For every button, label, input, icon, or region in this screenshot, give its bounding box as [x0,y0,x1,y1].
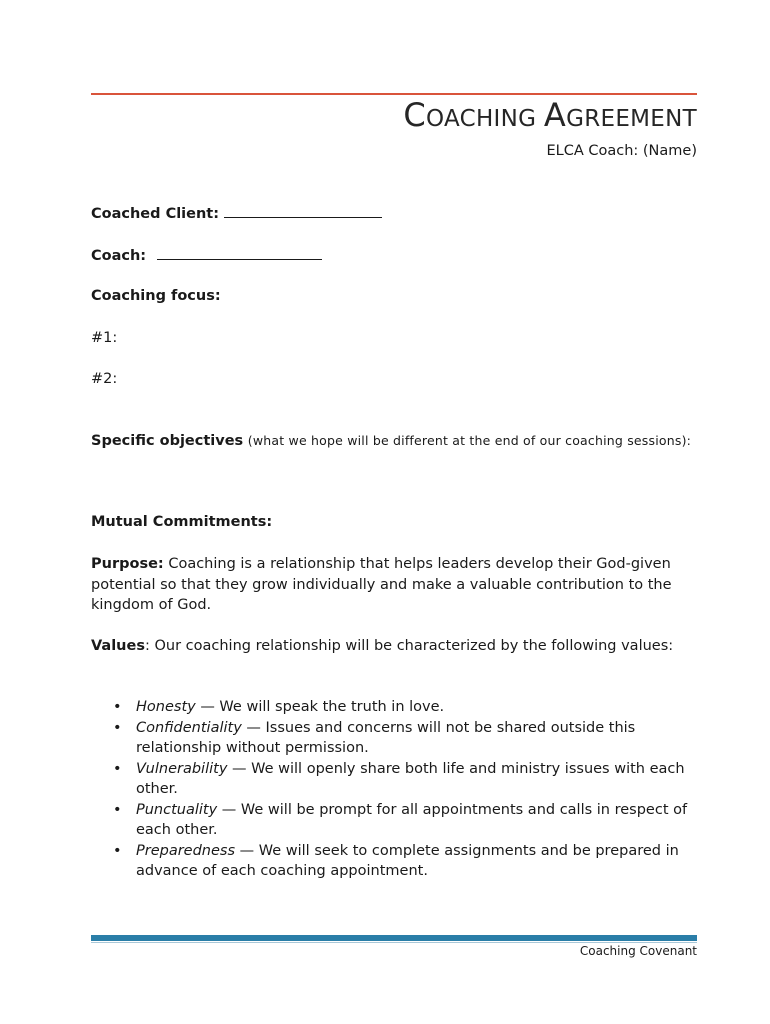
coach-blank[interactable] [157,245,322,260]
top-divider [91,93,697,95]
value-term: Confidentiality [136,719,242,736]
value-text: — We will openly share both life and ministry issues with each other. [136,760,685,797]
coach-name-subtitle: ELCA Coach: (Name) [546,143,697,159]
specific-objectives [91,431,701,452]
value-term: Honesty [136,699,196,715]
coached-client-label: Coached Client: [91,206,220,222]
values-list [91,697,701,882]
document-title: COACHING AGREEMENT [403,96,697,134]
bullet-icon: • [113,801,122,818]
list-item [91,841,701,882]
value-term: Vulnerability [136,760,228,777]
coach-label: Coach: [91,248,147,264]
specific-objectives-label: Specific objectives [91,433,244,449]
coaching-focus-label: Coaching focus: [91,288,221,304]
list-item [91,759,701,800]
value-term: Preparedness [136,842,236,859]
value-text: — We will seek to complete assignments and be prepared in advance of each coaching appointment. [136,842,679,879]
focus-item-1: #1: [91,330,118,346]
bullet-icon: • [113,760,122,777]
footer-text: Coaching Covenant [579,944,697,958]
purpose-text: Coaching is a relationship that helps leaders develop their God-given potential so that they grow individually and make a valuable contribution to the kingdom of God. [91,556,672,613]
coached-client-blank[interactable] [224,203,382,218]
focus-item-2: #2: [91,371,118,387]
purpose-label: Purpose: [91,556,164,572]
bottom-divider [91,935,697,941]
bullet-icon: • [113,699,122,715]
value-term: Punctuality [136,801,218,818]
value-text: — We will be prompt for all appointments and calls in respect of each other. [136,801,688,838]
list-item [91,697,701,718]
coached-client-field [91,203,382,225]
coach-field [91,245,322,267]
values-text: : Our coaching relationship will be characterized by the following values: [144,638,674,654]
bullet-icon: • [113,719,122,736]
bullet-icon: • [113,842,122,859]
specific-objectives-note: (what we hope will be different at the end of our coaching sessions): [247,433,692,448]
value-text: — Issues and concerns will not be shared outside this relationship without permission. [136,719,636,756]
list-item [91,800,701,841]
value-text: — We will speak the truth in love. [195,699,445,715]
values-label: Values [91,638,145,654]
list-item [91,718,701,759]
bottom-divider-thin [91,942,697,943]
values-paragraph [91,636,701,657]
mutual-commitments-heading: Mutual Commitments: [91,514,273,530]
purpose-paragraph [91,554,701,616]
